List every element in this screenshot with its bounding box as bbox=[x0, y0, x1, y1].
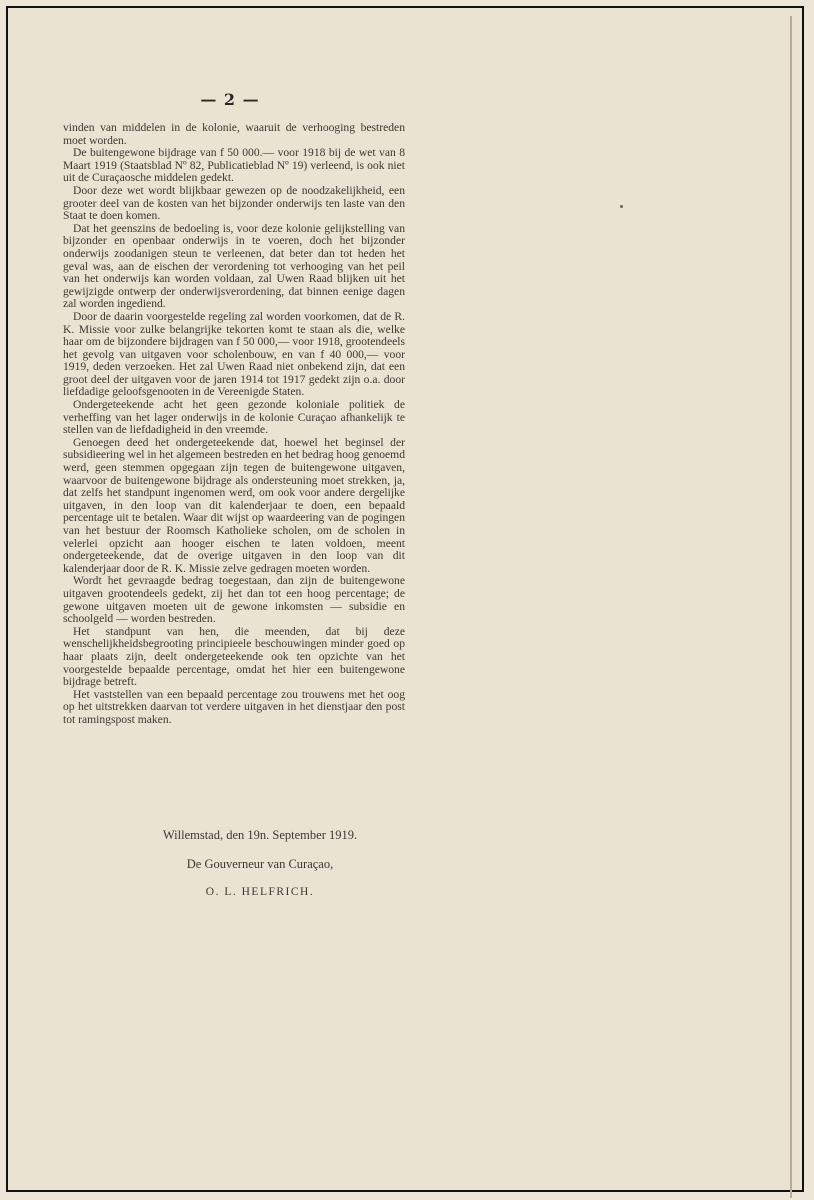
closing-date: Willemstad, den 19n. September 1919. bbox=[162, 828, 358, 842]
document-body bbox=[63, 122, 405, 727]
page-edge bbox=[790, 16, 792, 1198]
paragraph: Wordt het gevraagde bedrag toegestaan, dan zijn de buitengewone uitgaven grootendeels gedekt, zij het dan tot een hoog percentage; de gewone uitgaven moeten uit de gewone inkomsten — subsidie en schoolgeld — worden bestreden. bbox=[63, 574, 405, 626]
closing-title: De Gouverneur van Curaçao, bbox=[186, 857, 334, 871]
paragraph: vinden van middelen in de kolonie, waaruit de verhooging bestreden moet worden. bbox=[63, 121, 405, 147]
paragraph: Door de daarin voorgestelde regeling zal worden voorkomen, dat de R. K. Missie voor zulke belangrijke tekorten komt te staan als die, welke haar om de bijzondere bijdragen van f 50 000,— voor 1918, grootendeels het gevolg van uitgaven voor scholenbouw, en van f 40 000,— voor 1919, deden verzoeken. Het zal Uwen Raad niet onbekend zijn, dat een groot deel der uitgaven voor de jaren 1914 tot 1917 gedekt zijn o.a. door liefdadige geloofsgenooten in de Vereenigde Staten. bbox=[63, 309, 405, 399]
paragraph: Dat het geenszins de bedoeling is, voor deze kolonie gelijkstelling van bijzonder en openbaar onderwijs in te voeren, doch het bijzonder onderwijs zoodanigen steun te verleenen, dat beter dan tot heden het geval was, aan de eischen der verordening tot verhooging van het peil van het onderwijs kan worden voldaan, zal Uwen Raad blijken uit het gewijzigde ontwerp der onderwijsverordening, dat binnen eenige dagen zal worden ingediend. bbox=[63, 221, 405, 311]
paragraph: Ondergeteekende acht het geen gezonde koloniale politiek de verheffing van het lager onderwijs in de kolonie Curaçao afhankelijk te stellen van de liefdadigheid in den vreemde. bbox=[63, 398, 405, 437]
signature-name: O. L. HELFRICH. bbox=[205, 886, 315, 898]
paper-speck bbox=[620, 205, 623, 208]
paragraph: De buitengewone bijdrage van f 50 000.— voor 1918 bij de wet van 8 Maart 1919 (Staatsblad Nº 82, Publicatieblad Nº 19) verleend, is ook niet uit de Curaçaosche middelen gedekt. bbox=[63, 146, 405, 185]
page-number: — 2 — bbox=[200, 90, 260, 109]
paragraph: Het standpunt van hen, die meenden, dat bij deze wenschelijkheidsbegrooting principieele beschouwingen minder goed op haar plaats zijn, deelt ondergeteekende ook ten opzichte van het voorgestelde bepaalde percentage, omdat het hier een buitengewone bijdrage betreft. bbox=[63, 624, 405, 689]
paragraph: Door deze wet wordt blijkbaar gewezen op de noodzakelijkheid, een grooter deel van de kosten van het bijzonder onderwijs ten laste van den Staat te doen komen. bbox=[63, 183, 405, 223]
paragraph: Het vaststellen van een bepaald percentage zou trouwens met het oog op het uitstrekken daarvan tot verdere uitgaven in het dienstjaar den post tot ramingspost maken. bbox=[63, 687, 405, 726]
paragraph: Genoegen deed het ondergeteekende dat, hoewel het beginsel der subsidieering wel in het algemeen bestreden en het bedrag hoog genoemd werd, geen stemmen opgegaan zijn tegen de buitengewone uitgaven, waarvoor de buitengewone bijdrage als ondersteuning moet strekken, ja, dat zelfs het standpunt ingenomen werd, om ook voor andere dergelijke uitgaven, in den loop van dit kalenderjaar te doen, een bepaald percentage uit te betalen. Waar dit wijst op waardeering van de pogingen van het bestuur der Roomsch Katholieke scholen, om de scholen in velerlei opzicht aan hooger eischen te laten voldoen, meent ondergeteekende, dat de overige uitgaven in den loop van dit kalenderjaar door de R. K. Missie zelve gedragen moeten worden. bbox=[63, 435, 405, 575]
